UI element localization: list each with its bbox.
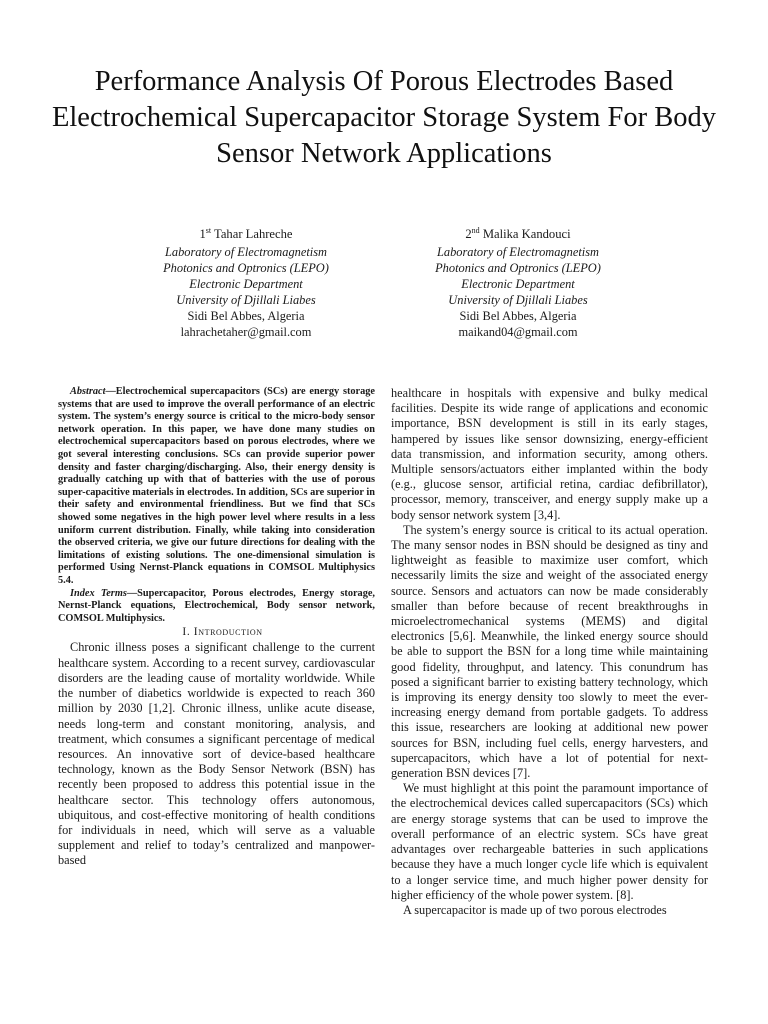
body-paragraph: The system’s energy source is critical to its actual operation. The many sensor nodes in BSN should be designed as tiny and lightweight as feasible to maximize user comfort, which necessarily limits the size and weight of the associated energy source. Sensors and actuators can now be made considerably smaller than before because of recent breakthroughs in microelectromechanical systems (MEMS) and digital electronics [5,6]. Meanwhile, the linked energy source should be able to support the BSN for a long time while maintaining good fidelity, throughput, and latency. This conundrum has posed a significant barrier to existing battery technology, which is improving its energy density too slowly to meet the ever-increasing energy demand from portable gadgets. To address this issue, researchers are looking at additional new power sources for BSN, including fuel cells, energy harvesters, and supercapacitors, which have a lot of potential for next-generation BSN devices [7].: [391, 522, 708, 781]
abstract-label: Abstract: [70, 386, 106, 397]
author-department: Electronic Department: [189, 277, 303, 291]
author-university: University of Djillali Liabes: [176, 293, 316, 307]
author-lab-line2: Photonics and Optronics (LEPO): [163, 261, 329, 275]
author-block-1: [116, 226, 376, 340]
body-paragraph: Chronic illness poses a significant challenge to the current healthcare system. According to a recent survey, cardiovascular disorders are the leading cause of mortality worldwide. While the number of diabetics worldwide is expected to reach 360 million by 2030 [1,2]. Chronic illness, unlike acute disease, needs long-term and constant monitoring, analysis, and treatment, which consumes a significant percentage of medical resources. An innovative sort of device-based healthcare technology, known as the Body Sensor Network (BSN) has recently been proposed to address this potential issue in the healthcare sector. This technology offers autonomous, ubiquitous, and cost-effective monitoring of health conditions for individuals in need, which will serve as a valuable supplement and relief to today’s centralized and manpower-based: [58, 640, 375, 868]
author-lab-line1: Laboratory of Electromagnetism: [437, 245, 599, 259]
author-email: lahrachetaher@gmail.com: [180, 325, 312, 339]
author-ordinal-suffix: st: [205, 226, 212, 235]
section-heading: [58, 625, 375, 640]
author-ordinal: 1: [199, 227, 206, 241]
index-terms-text: —Supercapacitor, Porous electrodes, Energy storage, Nernst-Planck equations, Electrochemical, Body sensor network, COMSOL Multiphysics.: [58, 587, 375, 624]
author-lab-line1: Laboratory of Electromagnetism: [165, 245, 327, 259]
author-lab-line2: Photonics and Optronics (LEPO): [435, 261, 601, 275]
paper-title: Performance Analysis Of Porous Electrodes Based Electrochemical Supercapacitor Storage System For Body Sensor Network Applications: [51, 66, 717, 169]
index-terms: [58, 588, 375, 626]
author-block-2: [388, 226, 648, 340]
left-body: [58, 640, 375, 868]
author-location: Sidi Bel Abbes, Algeria: [187, 309, 305, 323]
author-department: Electronic Department: [461, 277, 575, 291]
body-paragraph: We must highlight at this point the paramount importance of the electrochemical devices called supercapacitors (SCs) which are energy storage systems that can be used to improve the overall performance of an electric system. SCs have great advantages over rechargeable batteries in such applications because they have a much longer cycle life which is equivalent to a longer service time, and much higher power density for higher efficiency of the whole power system. [8].: [391, 781, 708, 902]
author-university: University of Djillali Liabes: [448, 293, 588, 307]
author-ordinal-suffix: nd: [471, 226, 480, 235]
body-paragraph-continued: healthcare in hospitals with expensive and bulky medical facilities. Despite its wide range of applications and economic importance, BSN development is still in its early stages, hampered by issues like sensor downsizing, energy-efficient data transmission, and information security, among others. Multiple sensors/actuators either implanted within the body (e.g., glucose sensor, artificial retina, cardiac defibrillator), processor, memory, transceiver, and energy supply make up a body sensor network system [3,4].: [391, 386, 708, 522]
abstract-text: —Electrochemical supercapacitors (SCs) are energy storage systems that are used to improve the overall performance of an electric system. The system’s energy source is critical to the micro-body sensor network operation. In this paper, we have done many studies on electrochemical supercapacitors based on porous electrodes, where we got several interesting conclusions. SCs can provide superior power density and faster charging/discharging. Also, their energy density is gradually catching up with that of batteries with the use of porous super-capacitive materials in electrodes. In addition, SCs are superior in their safety and environmental friendliness. But we find that SCs showed some negatives in the high power level where results in a less uniform current distribution. Finally, while taking into consideration the observed criteria, we give our future directions for dealing with the limitations of existing solutions. The one-dimensional simulation is performed Using Nernst-Planck equations in COMSOL Multiphysics 5.4.: [58, 386, 375, 586]
section-title: Introduction: [193, 626, 263, 639]
body-paragraph: A supercapacitor is made up of two porous electrodes: [403, 902, 667, 917]
author-name-text: Malika Kandouci: [482, 227, 571, 241]
section-number: I.: [182, 626, 191, 639]
author-name: [116, 226, 376, 242]
index-terms-label: Index Terms: [70, 587, 127, 599]
author-name-text: Tahar Lahreche: [214, 227, 293, 241]
author-location: Sidi Bel Abbes, Algeria: [459, 309, 577, 323]
left-column: [58, 386, 375, 869]
right-body: [391, 386, 708, 918]
author-ordinal: 2: [465, 227, 472, 241]
abstract: [58, 386, 375, 588]
author-email: maikand04@gmail.com: [458, 325, 578, 339]
right-column: [391, 386, 708, 918]
author-name: [388, 226, 648, 242]
